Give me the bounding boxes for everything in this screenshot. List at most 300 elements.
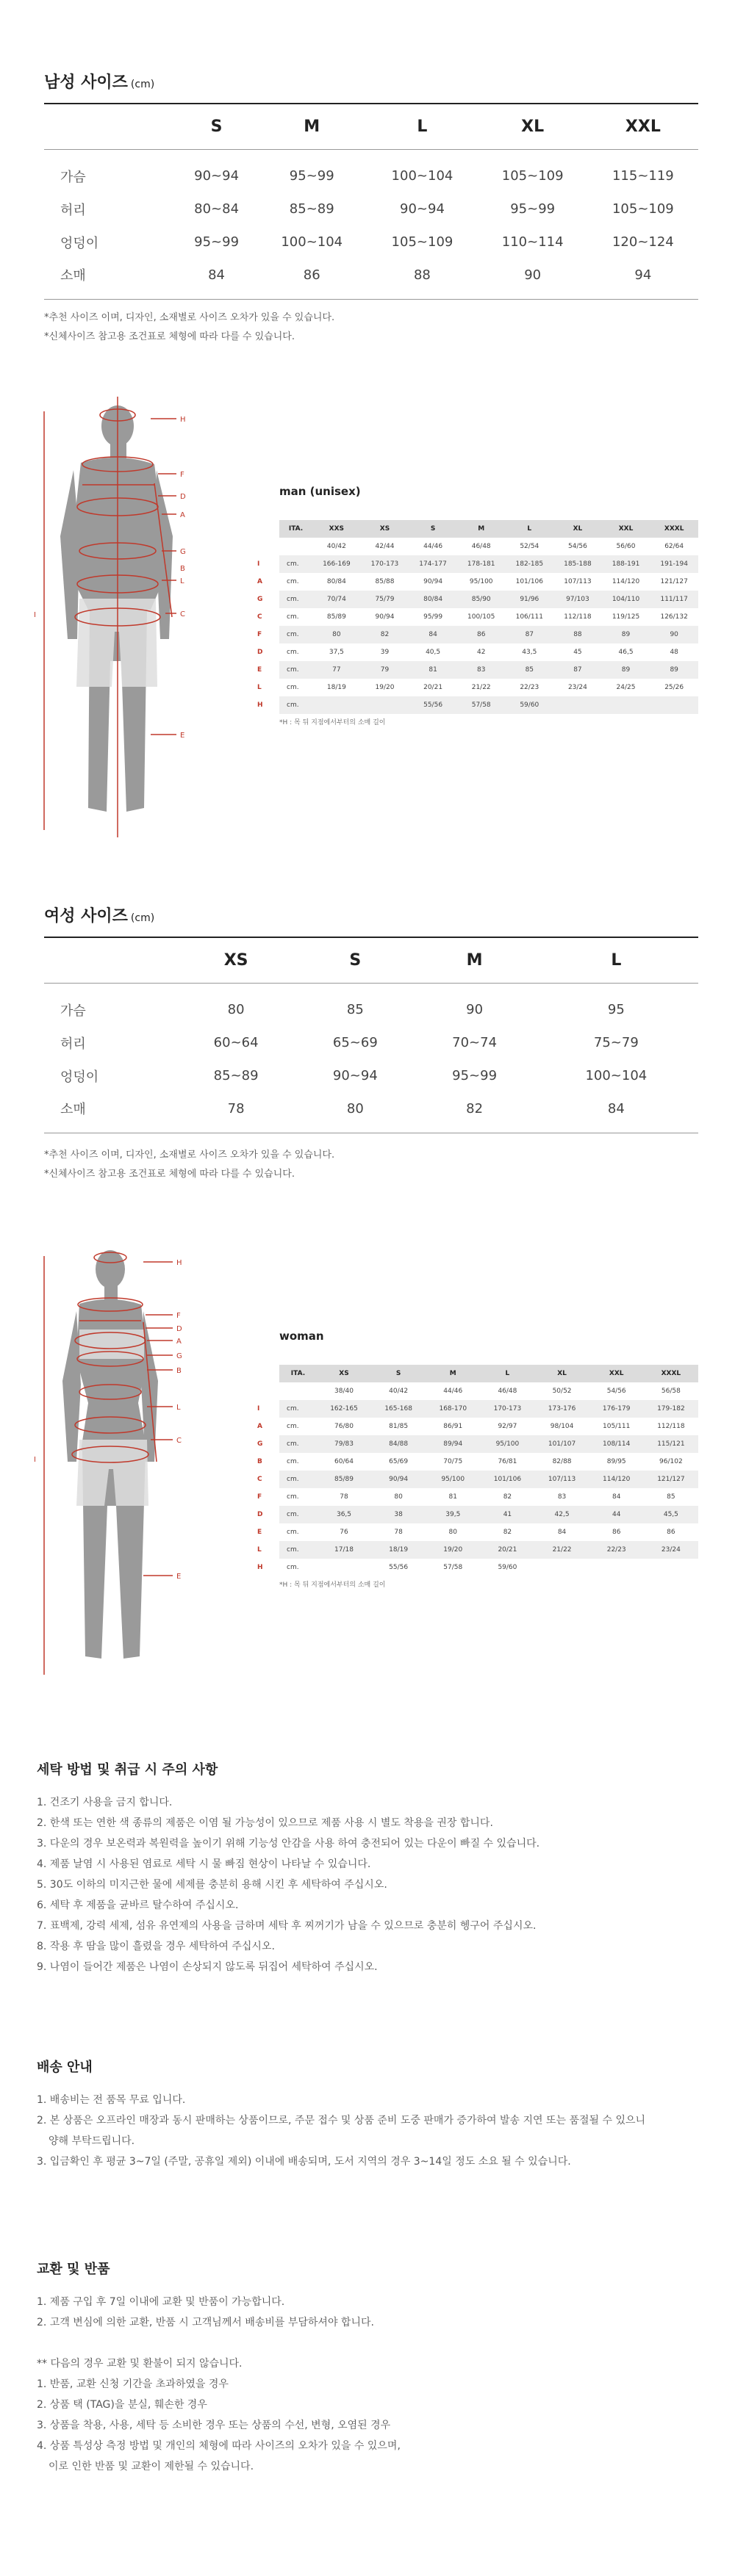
table-cell: 22/23 bbox=[589, 1541, 644, 1559]
table-cell: 85/88 bbox=[375, 578, 395, 585]
row-mark: A bbox=[257, 578, 262, 585]
table-cell: 65/69 bbox=[389, 1458, 409, 1465]
list-item: ** 다음의 경우 교환 및 환불이 되지 않습니다. bbox=[37, 2358, 243, 2370]
table-cell: 100~104 bbox=[391, 168, 453, 184]
mini-header: XL bbox=[534, 1365, 589, 1382]
table-cell: 76 bbox=[340, 1529, 348, 1536]
table-cell: 65~69 bbox=[332, 1035, 378, 1050]
table-cell: 87 bbox=[553, 661, 602, 679]
table-cell: 57/58 bbox=[443, 1564, 463, 1571]
table-cell: 95~99 bbox=[289, 168, 334, 184]
row-mark: H bbox=[257, 701, 263, 709]
list-item: 5. 30도 이하의 미지근한 물에 세제를 충분히 용해 시킨 후 세탁하여 주십시오. bbox=[37, 1879, 387, 1891]
mini-header: XS bbox=[361, 520, 409, 538]
unit-cell: cm. bbox=[287, 1529, 299, 1536]
table-cell: 40/42 bbox=[326, 543, 346, 550]
men-size-unit: (cm) bbox=[130, 79, 155, 90]
table-cell: 87 bbox=[506, 626, 554, 643]
unit-cell: cm. bbox=[287, 1493, 299, 1501]
table-cell: 104/110 bbox=[602, 591, 650, 608]
row-label: 가슴 bbox=[60, 1003, 86, 1019]
table-cell: 57/58 bbox=[457, 696, 506, 714]
table-cell: 60/64 bbox=[334, 1458, 354, 1465]
table-cell bbox=[589, 1559, 644, 1576]
table-cell: 54/56 bbox=[567, 543, 587, 550]
table-cell: 119/125 bbox=[612, 613, 640, 621]
list-item: 9. 나염이 들어간 제품은 나염이 손상되지 않도록 뒤집어 세탁하여 주십시오. bbox=[37, 1961, 378, 1973]
table-cell: 81/85 bbox=[389, 1423, 409, 1430]
table-cell: 108/114 bbox=[589, 1435, 644, 1453]
table-row bbox=[44, 983, 698, 1026]
table-cell: 90~94 bbox=[194, 168, 240, 184]
list-item bbox=[37, 2333, 698, 2353]
table-row bbox=[279, 608, 698, 626]
table-cell: 85 bbox=[346, 1002, 364, 1018]
table-cell: 89 bbox=[602, 661, 650, 679]
table-cell: 40,5 bbox=[426, 649, 441, 656]
mark-d: D bbox=[180, 493, 186, 501]
table-cell: 89 bbox=[602, 626, 650, 643]
table-row bbox=[279, 1435, 698, 1453]
table-cell: 37,5 bbox=[329, 649, 344, 656]
table-cell: 81 bbox=[409, 661, 457, 679]
table-cell: 18/19 bbox=[326, 684, 346, 691]
table-cell: 91/96 bbox=[506, 591, 554, 608]
list-item: 6. 세탁 후 제품을 균바르 탈수하여 주십시오. bbox=[37, 1899, 239, 1911]
men-size-notes bbox=[44, 309, 334, 347]
table-cell: 121/127 bbox=[644, 1471, 698, 1488]
table-cell: 191-194 bbox=[650, 555, 698, 573]
mini-header: M bbox=[457, 520, 506, 538]
table-row bbox=[279, 1559, 698, 1576]
table-cell: 43,5 bbox=[522, 649, 537, 656]
women-size-header: M bbox=[466, 950, 483, 970]
table-cell: 85/89 bbox=[326, 613, 346, 621]
table-row bbox=[279, 643, 698, 661]
table-cell: 60~64 bbox=[213, 1035, 259, 1050]
table-cell: 114/120 bbox=[589, 1471, 644, 1488]
table-cell: 112/118 bbox=[657, 1423, 685, 1430]
table-cell: 94 bbox=[634, 267, 652, 283]
table-cell: 95 bbox=[607, 1002, 625, 1018]
table-cell: 106/111 bbox=[515, 613, 543, 621]
table-cell: 45 bbox=[573, 649, 582, 656]
table-cell: 82 bbox=[466, 1100, 484, 1116]
table-cell: 88 bbox=[413, 267, 431, 283]
table-cell: 85/89 bbox=[317, 1471, 371, 1488]
table-cell: 86 bbox=[612, 1529, 621, 1536]
table-cell: 84 bbox=[612, 1493, 621, 1501]
unit-cell: cm. bbox=[287, 1423, 299, 1430]
row-label: 엉덩이 bbox=[60, 1069, 99, 1085]
table-cell: 78 bbox=[340, 1493, 348, 1501]
table-cell: 95~99 bbox=[194, 234, 240, 250]
table-row bbox=[44, 1059, 698, 1092]
men-size-header: L bbox=[417, 117, 428, 136]
table-cell: 70/74 bbox=[312, 591, 361, 608]
list-item: 3. 상품을 착용, 사용, 세탁 등 소비한 경우 또는 상품의 수선, 변형, 오염된 경우 bbox=[37, 2420, 391, 2431]
table-cell: 165-168 bbox=[371, 1400, 426, 1418]
table-cell: 98/104 bbox=[550, 1423, 574, 1430]
table-cell: 80 bbox=[394, 1493, 403, 1501]
table-row bbox=[44, 1026, 698, 1059]
table-cell: 100~104 bbox=[585, 1068, 648, 1083]
women-size-header-row bbox=[44, 937, 698, 983]
table-row bbox=[279, 1523, 698, 1541]
row-label: 소매 bbox=[60, 1102, 86, 1118]
table-cell: 86 bbox=[457, 626, 506, 643]
table-cell: 75/79 bbox=[361, 591, 409, 608]
table-cell: 83 bbox=[457, 661, 506, 679]
row-mark: A bbox=[257, 1423, 262, 1430]
women-measurement-figure bbox=[0, 1241, 265, 1682]
exchange-title: 교환 및 반품 bbox=[37, 2262, 110, 2277]
table-cell: 90/94 bbox=[371, 1471, 426, 1488]
women-size-notes bbox=[44, 1146, 334, 1184]
row-mark: D bbox=[257, 1511, 263, 1518]
table-cell: 86 bbox=[303, 267, 320, 283]
table-cell: 176-179 bbox=[589, 1400, 644, 1418]
table-cell: 52/54 bbox=[520, 543, 539, 550]
table-row bbox=[279, 679, 698, 696]
table-cell: 85/90 bbox=[457, 591, 506, 608]
unit-cell: cm. bbox=[279, 696, 312, 714]
table-cell: 62/64 bbox=[664, 543, 684, 550]
list-item: 4. 제품 날염 시 사용된 염료로 세탁 시 물 빠짐 현상이 나타날 수 있습니다. bbox=[37, 1858, 371, 1870]
table-cell: 59/60 bbox=[498, 1564, 517, 1571]
table-row bbox=[279, 1488, 698, 1506]
mini-header: S bbox=[409, 520, 457, 538]
row-mark: E bbox=[257, 666, 262, 674]
table-cell: 70~74 bbox=[452, 1035, 498, 1050]
table-row bbox=[279, 1541, 698, 1559]
table-cell: 89 bbox=[650, 661, 698, 679]
table-cell: 90 bbox=[466, 1002, 484, 1018]
table-cell: 75~79 bbox=[593, 1035, 639, 1050]
table-cell: 188-191 bbox=[602, 555, 650, 573]
mini-header: XXXL bbox=[644, 1365, 698, 1382]
row-mark: I bbox=[257, 560, 260, 568]
row-mark: L bbox=[257, 684, 262, 691]
table-cell: 110~114 bbox=[501, 234, 564, 250]
mark-g: G bbox=[180, 548, 186, 556]
table-row bbox=[44, 259, 698, 299]
men-size-header-row bbox=[44, 104, 698, 149]
row-label: 허리 bbox=[60, 1036, 86, 1052]
table-cell: 79/83 bbox=[317, 1435, 371, 1453]
table-cell: 84 bbox=[208, 267, 226, 283]
table-cell: 126/132 bbox=[660, 613, 688, 621]
table-row bbox=[279, 573, 698, 591]
table-cell: 38/40 bbox=[334, 1388, 354, 1395]
table-cell: 80/84 bbox=[326, 578, 346, 585]
row-label: 허리 bbox=[60, 202, 86, 218]
list-item: 2. 본 상품은 오프라인 매장과 동시 판매하는 상품이므로, 주문 접수 및 상품 준비 도중 판매가 증가하여 발송 지연 또는 품절될 수 있으니 bbox=[37, 2115, 646, 2126]
list-item: 1. 제품 구입 후 7일 이내에 교환 및 반품이 가능합니다. bbox=[37, 2296, 285, 2308]
table-cell: 45,5 bbox=[644, 1506, 698, 1523]
mini-header: S bbox=[371, 1365, 426, 1382]
women-mini-title: woman bbox=[279, 1330, 324, 1343]
table-cell: 20/21 bbox=[423, 684, 443, 691]
table-cell: 120~124 bbox=[612, 234, 674, 250]
table-cell: 59/60 bbox=[506, 696, 554, 714]
table-cell: 22/23 bbox=[520, 684, 539, 691]
table-cell: 23/24 bbox=[644, 1541, 698, 1559]
list-item: 7. 표백제, 강력 세제, 섬유 유연제의 사용을 금하며 세탁 후 찌꺼기가 남을 수 있으므로 충분히 헹구어 주십시오. bbox=[37, 1920, 537, 1932]
unit-cell: cm. bbox=[287, 578, 299, 585]
table-cell: 115~119 bbox=[612, 168, 674, 184]
list-item: 이로 인한 반품 및 교환이 제한될 수 있습니다. bbox=[49, 2461, 254, 2472]
table-cell: 79 bbox=[361, 661, 409, 679]
women-size-header: L bbox=[611, 950, 622, 970]
list-item: 3. 입금확인 후 평균 3~7일 (주말, 공휴일 제외) 이내에 배송되며, 도서 지역의 경우 3~14일 정도 소요 될 수 있습니다. bbox=[37, 2156, 571, 2168]
table-cell: 105~109 bbox=[391, 234, 453, 250]
women-size-unit: (cm) bbox=[130, 912, 155, 924]
table-cell: 42/44 bbox=[375, 543, 395, 550]
row-mark: H bbox=[257, 1564, 263, 1571]
table-cell: 170-173 bbox=[361, 555, 409, 573]
table-cell: 185-188 bbox=[553, 555, 602, 573]
mark-c: C bbox=[176, 1437, 182, 1445]
table-cell: 46/48 bbox=[471, 543, 491, 550]
table-cell: 101/106 bbox=[515, 578, 543, 585]
men-header-blank bbox=[44, 104, 176, 149]
table-cell: 78 bbox=[227, 1100, 245, 1116]
table-cell: 20/21 bbox=[480, 1541, 534, 1559]
mark-a: A bbox=[180, 511, 185, 519]
table-cell: 173-176 bbox=[534, 1400, 589, 1418]
men-size-header: M bbox=[304, 117, 320, 136]
table-cell: 182-185 bbox=[506, 555, 554, 573]
mark-f: F bbox=[180, 471, 184, 479]
unit-cell: cm. bbox=[279, 555, 312, 573]
table-cell: 84/88 bbox=[371, 1435, 426, 1453]
table-cell: 19/20 bbox=[426, 1541, 480, 1559]
men-mini-marks bbox=[257, 555, 263, 714]
men-measurement-figure bbox=[0, 397, 265, 837]
unit-cell: cm. bbox=[287, 1564, 299, 1571]
table-cell: 90 bbox=[524, 267, 542, 283]
unit-cell: cm. bbox=[287, 684, 299, 691]
table-cell: 107/113 bbox=[564, 578, 592, 585]
table-cell: 88 bbox=[553, 626, 602, 643]
table-cell bbox=[317, 1559, 371, 1576]
table-cell: 82 bbox=[503, 1493, 512, 1501]
table-row bbox=[279, 696, 698, 714]
table-cell: 55/56 bbox=[409, 696, 457, 714]
table-cell: 97/103 bbox=[553, 591, 602, 608]
row-mark: B bbox=[257, 1458, 262, 1465]
table-cell: 85~89 bbox=[289, 201, 334, 217]
men-size-title bbox=[44, 70, 154, 93]
table-cell: 105~109 bbox=[501, 168, 564, 184]
table-cell: 101/107 bbox=[534, 1435, 589, 1453]
shipping-list bbox=[37, 2090, 698, 2172]
table-cell: 80~84 bbox=[194, 201, 240, 217]
mark-c: C bbox=[180, 610, 185, 618]
table-cell: 84 bbox=[607, 1100, 625, 1116]
mini-header: XS bbox=[317, 1365, 371, 1382]
unit-cell: cm. bbox=[279, 661, 312, 679]
table-cell: 86/91 bbox=[443, 1423, 463, 1430]
table-cell: 101/106 bbox=[480, 1471, 534, 1488]
women-size-header: XS bbox=[223, 950, 248, 970]
table-cell: 85 bbox=[667, 1493, 675, 1501]
table-cell: 121/127 bbox=[660, 578, 688, 585]
table-cell: 112/118 bbox=[564, 613, 592, 621]
row-mark: F bbox=[257, 1493, 262, 1501]
row-mark: C bbox=[257, 1476, 262, 1483]
table-cell: 174-177 bbox=[409, 555, 457, 573]
row-mark: C bbox=[257, 613, 262, 621]
table-cell: 170-173 bbox=[480, 1400, 534, 1418]
note-line: *신체사이즈 참고용 조건표로 체형에 따라 다를 수 있습니다. bbox=[44, 331, 295, 342]
row-label: 엉덩이 bbox=[60, 235, 99, 251]
table-row bbox=[279, 591, 698, 608]
men-size-header: XL bbox=[521, 117, 545, 136]
table-cell: 39 bbox=[380, 649, 390, 656]
table-cell: 89/95 bbox=[606, 1458, 626, 1465]
table-cell: 83 bbox=[557, 1493, 567, 1501]
table-row bbox=[279, 1453, 698, 1471]
table-cell bbox=[534, 1559, 589, 1576]
list-item: 3. 다운의 경우 보온력과 복원력을 높이기 위해 기능성 안감을 사용 하여 충전되어 있는 다운이 빠질 수 있습니다. bbox=[37, 1838, 540, 1850]
table-cell: 90/94 bbox=[375, 613, 395, 621]
table-cell: 42,5 bbox=[534, 1506, 589, 1523]
unit-cell: cm. bbox=[287, 613, 299, 621]
row-mark: F bbox=[257, 631, 262, 638]
table-cell: 90 bbox=[650, 626, 698, 643]
table-cell: 46/48 bbox=[498, 1388, 517, 1395]
table-cell: 84 bbox=[557, 1529, 567, 1536]
mark-e: E bbox=[176, 1573, 182, 1581]
table-cell bbox=[650, 696, 698, 714]
table-cell: 40/42 bbox=[389, 1388, 409, 1395]
table-cell: 96/102 bbox=[659, 1458, 683, 1465]
row-mark: L bbox=[257, 1546, 262, 1554]
table-cell: 80 bbox=[448, 1529, 457, 1536]
table-row bbox=[44, 226, 698, 259]
table-cell: 56/58 bbox=[661, 1388, 681, 1395]
mark-a: A bbox=[176, 1338, 182, 1346]
unit-cell: cm. bbox=[287, 649, 299, 656]
mini-header: XXS bbox=[312, 520, 361, 538]
women-size-header: S bbox=[349, 950, 362, 970]
table-cell bbox=[644, 1559, 698, 1576]
mini-header-row bbox=[279, 1365, 698, 1382]
table-cell: 100~104 bbox=[281, 234, 343, 250]
list-item: 2. 상품 택 (TAG)을 분실, 훼손한 경우 bbox=[37, 2399, 207, 2411]
table-cell: 95/100 bbox=[480, 1435, 534, 1453]
table-cell: 48 bbox=[670, 649, 678, 656]
table-cell: 21/22 bbox=[534, 1541, 589, 1559]
row-mark: G bbox=[257, 596, 263, 603]
unit-cell: cm. bbox=[287, 1458, 299, 1465]
table-cell: 80 bbox=[346, 1100, 364, 1116]
mini-header-row bbox=[279, 520, 698, 538]
mark-b: B bbox=[176, 1367, 182, 1375]
unit-cell: cm. bbox=[279, 1541, 317, 1559]
unit-cell: cm. bbox=[279, 591, 312, 608]
mark-e: E bbox=[180, 732, 185, 740]
table-cell: 95/100 bbox=[426, 1471, 480, 1488]
table-cell bbox=[279, 538, 312, 555]
women-mini-note: *H : 목 뒤 지점에서부터의 소매 길이 bbox=[279, 1581, 386, 1589]
table-cell: 21/22 bbox=[471, 684, 491, 691]
mark-h: H bbox=[176, 1259, 182, 1267]
table-cell: 54/56 bbox=[606, 1388, 626, 1395]
table-row bbox=[279, 1400, 698, 1418]
table-cell: 100/105 bbox=[467, 613, 495, 621]
mark-i: I bbox=[34, 1456, 36, 1464]
mini-header: L bbox=[480, 1365, 534, 1382]
women-size-table bbox=[44, 937, 698, 1133]
table-cell bbox=[279, 1382, 317, 1400]
women-size-title bbox=[44, 903, 154, 926]
note-line: *추천 사이즈 이며, 디자인, 소재별로 사이즈 오차가 있을 수 있습니다. bbox=[44, 312, 335, 323]
table-cell: 44/46 bbox=[423, 543, 443, 550]
table-cell: 90~94 bbox=[400, 201, 445, 217]
table-cell: 166-169 bbox=[312, 555, 361, 573]
unit-cell: cm. bbox=[279, 1471, 317, 1488]
table-cell: 95~99 bbox=[510, 201, 556, 217]
table-cell: 85 bbox=[506, 661, 554, 679]
table-cell: 105/111 bbox=[603, 1423, 631, 1430]
table-cell: 162-165 bbox=[317, 1400, 371, 1418]
table-row bbox=[44, 1092, 698, 1133]
men-mini-title: man (unisex) bbox=[279, 485, 361, 498]
table-cell bbox=[553, 696, 602, 714]
table-cell: 46,5 bbox=[618, 649, 634, 656]
table-cell bbox=[602, 696, 650, 714]
row-mark: E bbox=[257, 1529, 262, 1536]
row-mark: I bbox=[257, 1405, 260, 1413]
mark-g: G bbox=[176, 1352, 182, 1360]
mini-header: XXL bbox=[602, 520, 650, 538]
men-size-title-text: 남성 사이즈 bbox=[44, 73, 128, 92]
note-line: *추천 사이즈 이며, 디자인, 소재별로 사이즈 오차가 있을 수 있습니다. bbox=[44, 1150, 335, 1161]
table-cell: 38 bbox=[371, 1506, 426, 1523]
table-cell: 90~94 bbox=[332, 1068, 378, 1083]
mini-header: XXL bbox=[589, 1365, 644, 1382]
women-header-blank bbox=[44, 937, 176, 983]
table-cell: 82 bbox=[361, 626, 409, 643]
men-size-table bbox=[44, 103, 698, 300]
table-cell: 17/18 bbox=[317, 1541, 371, 1559]
table-cell: 82 bbox=[503, 1529, 512, 1536]
table-cell: 82/88 bbox=[552, 1458, 572, 1465]
list-item: 1. 배송비는 전 품목 무료 입니다. bbox=[37, 2094, 186, 2106]
table-cell: 85~89 bbox=[213, 1068, 259, 1083]
mark-h: H bbox=[180, 416, 186, 424]
list-item: 1. 반품, 교환 신청 기간을 초과하였을 경우 bbox=[37, 2378, 229, 2390]
table-row bbox=[279, 626, 698, 643]
mark-l: L bbox=[180, 577, 184, 585]
list-item: 4. 상품 특성상 측정 방법 및 개인의 체형에 따라 사이즈의 오차가 있을 수 있으며, bbox=[37, 2440, 401, 2452]
mini-header: L bbox=[506, 520, 554, 538]
table-cell: 56/60 bbox=[616, 543, 636, 550]
table-cell: 95~99 bbox=[452, 1068, 498, 1083]
list-item: 1. 건조기 사용을 금지 합니다. bbox=[37, 1797, 173, 1808]
wash-title: 세탁 방법 및 취급 시 주의 사항 bbox=[37, 1762, 218, 1778]
men-size-header: XXL bbox=[625, 117, 661, 136]
table-row bbox=[279, 661, 698, 679]
table-row bbox=[279, 1382, 698, 1400]
table-cell: 77 bbox=[312, 661, 361, 679]
mark-d: D bbox=[176, 1325, 182, 1333]
men-size-header: S bbox=[210, 117, 223, 136]
table-row bbox=[279, 1418, 698, 1435]
